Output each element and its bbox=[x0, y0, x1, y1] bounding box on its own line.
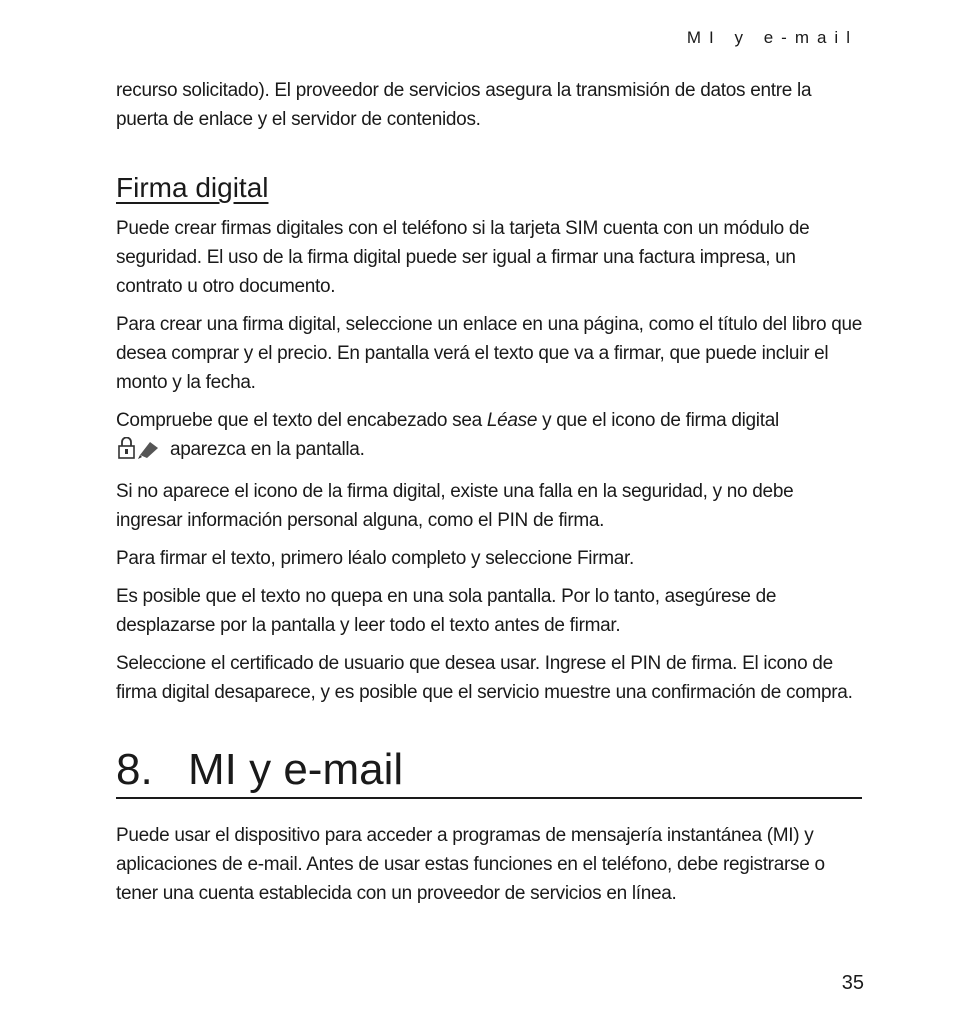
paragraph-3-italic: Léase bbox=[486, 410, 538, 431]
paragraph-1: Puede crear firmas digitales con el teléfono si la tarjeta SIM cuenta con un módulo de seguridad. El uso de la firma digital puede ser igual a firmar una factura impresa, un contrato u otro documento. bbox=[116, 218, 810, 297]
paragraph-4: Si no aparece el icono de la firma digital, existe una falla en la seguridad, y no debe ingresar información personal alguna, como el PIN de firma. bbox=[116, 481, 794, 531]
chapter-heading bbox=[116, 745, 862, 799]
chapter-paragraph: Puede usar el dispositivo para acceder a programas de mensajería instantánea (MI) y aplicaciones de e-mail. Antes de usar estas funciones en el teléfono, debe registrarse o tener una cuenta establecida con un proveedor de servicios en línea. bbox=[116, 825, 825, 904]
digital-signature-icon bbox=[116, 437, 162, 468]
paragraph-3-part-b: y que el icono de firma digital bbox=[537, 410, 779, 431]
firmar-term: Firmar bbox=[576, 548, 629, 569]
paragraph-3-part-a: Compruebe que el texto del encabezado sea bbox=[116, 410, 487, 431]
running-header: MI y e-mail bbox=[686, 28, 858, 47]
section-heading: Firma digital bbox=[116, 172, 269, 203]
paragraph-5-part-a: Para firmar el texto, primero léalo completo y seleccione bbox=[116, 548, 577, 569]
paragraph-3-part-c: aparezca en la pantalla. bbox=[170, 439, 365, 460]
paragraph-7: Seleccione el certificado de usuario que desea usar. Ingrese el PIN de firma. El icono de firma digital desaparece, y es posible que el servicio muestre una confirmación de compra. bbox=[116, 653, 853, 703]
page-number: 35 bbox=[841, 972, 864, 994]
page-content bbox=[116, 76, 862, 908]
paragraph-5-part-b: . bbox=[629, 548, 634, 569]
paragraph-2: Para crear una firma digital, seleccione un enlace en una página, como el título del libro que desea comprar y el precio. En pantalla verá el texto que va a firmar, que puede incluir el monto y la fecha. bbox=[116, 314, 862, 393]
chapter-number: 8. bbox=[116, 745, 153, 794]
intro-paragraph: recurso solicitado). El proveedor de servicios asegura la transmisión de datos entre la puerta de enlace y el servidor de contenidos. bbox=[116, 80, 812, 130]
paragraph-5 bbox=[116, 544, 862, 573]
paragraph-3 bbox=[116, 406, 862, 468]
paragraph-6: Es posible que el texto no quepa en una sola pantalla. Por lo tanto, asegúrese de desplazarse por la pantalla y leer todo el texto antes de firmar. bbox=[116, 586, 777, 636]
chapter-title: MI y e-mail bbox=[188, 745, 404, 794]
